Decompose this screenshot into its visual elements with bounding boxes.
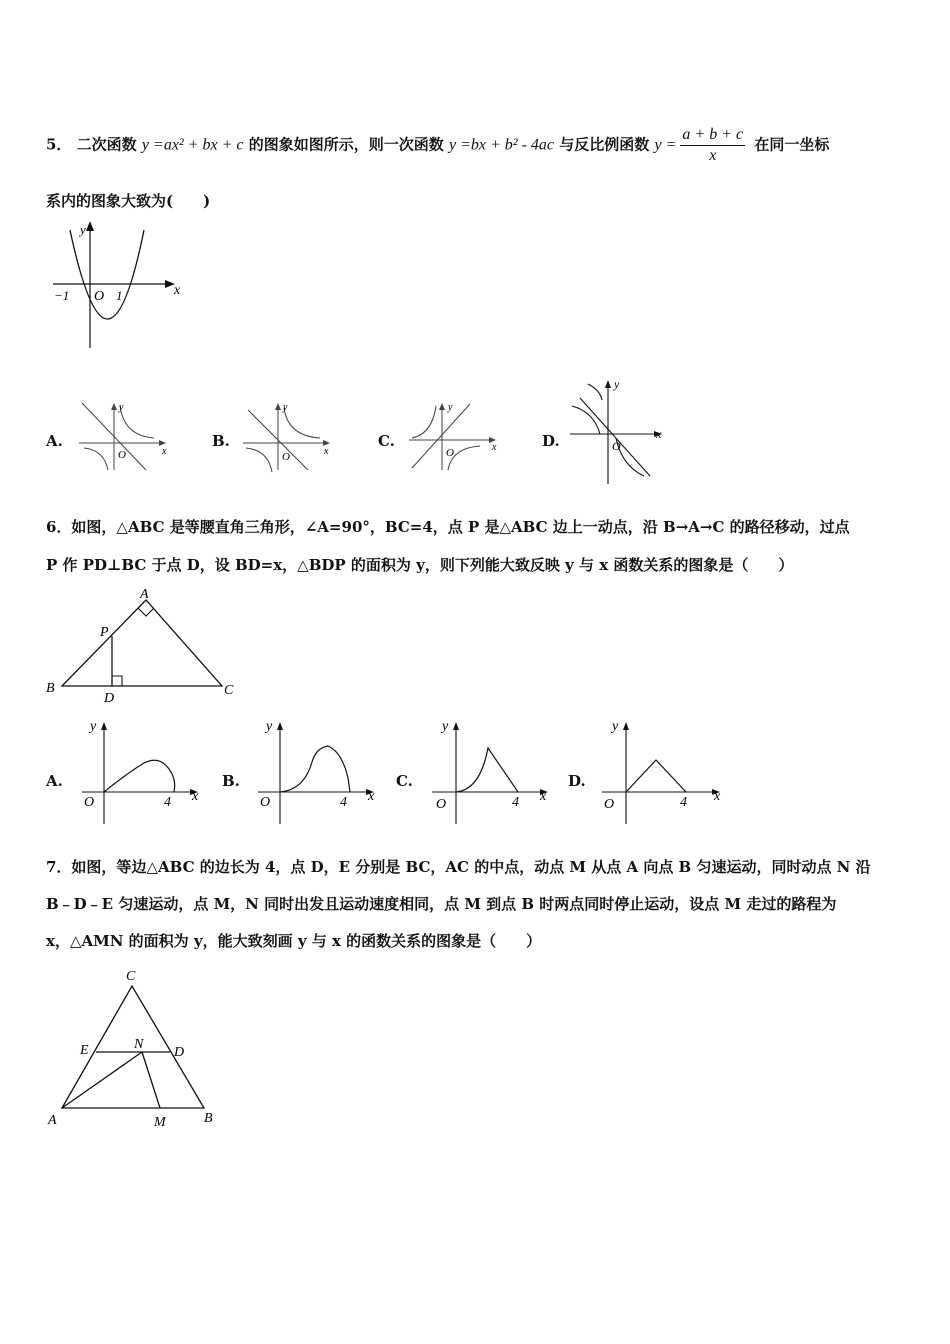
q7-label-m: M <box>154 1115 166 1130</box>
q6-option-c-x-label: x <box>540 789 547 804</box>
q6-option-a-label[interactable]: A. <box>46 772 63 790</box>
q5-option-a-origin: O <box>118 449 126 461</box>
q5-option-b-graph[interactable] <box>238 398 338 473</box>
q7-line-1: 7．如图，等边△ABC 的边长为 4，点 D，E 分别是 BC，AC 的中点，动点 M 从点 A 向点 B 匀速运动，同时动点 N 沿 <box>46 858 871 876</box>
q7-line-2: B﹣D﹣E 匀速运动，点 M，N 同时出发且运动速度相同，点 M 到点 B 时两点同时停止运动，设点 M 走过的路程为 <box>46 895 837 913</box>
q5-option-c-x-label: x <box>492 442 497 453</box>
q7-label-b: B <box>204 1111 213 1126</box>
q6-triangle-abc <box>62 600 222 686</box>
q5-option-a-y-label: y <box>119 402 124 413</box>
q5-option-c-label[interactable]: C. <box>378 432 395 450</box>
q6-right-angle-a <box>138 608 154 616</box>
q6-label-a: A <box>140 587 149 602</box>
q6-label-b: B <box>46 681 55 696</box>
q7-label-e: E <box>80 1043 89 1058</box>
q5-option-b-origin: O <box>282 451 290 463</box>
q6-option-c-label[interactable]: C. <box>396 772 413 790</box>
q5-parabola-graph <box>48 218 193 353</box>
q5-text-3: 与反比例函数 <box>559 135 650 154</box>
q6-option-b-x-label: x <box>368 789 375 804</box>
q5-option-a-x-label: x <box>162 446 167 457</box>
q5-fraction-denominator: x <box>709 147 717 164</box>
q6-option-a-four: 4 <box>164 795 171 810</box>
q5-line-2: 系内的图象大致为( ) <box>46 192 211 210</box>
q5-option-d-origin: O <box>612 439 621 453</box>
q5-option-c-graph[interactable] <box>404 398 504 473</box>
q6-label-c: C <box>224 683 234 698</box>
q5-option-d-graph[interactable] <box>566 376 674 486</box>
q5-reciprocal-lhs: y = <box>654 136 677 154</box>
q6-option-d-origin: O <box>604 797 615 812</box>
q5-option-a-graph[interactable] <box>74 398 174 473</box>
q6-triangle-figure <box>40 586 250 706</box>
q6-option-b-label[interactable]: B. <box>222 772 240 790</box>
q5-reciprocal-fraction <box>680 126 745 165</box>
q7-label-a: A <box>48 1113 57 1128</box>
q7-segment-nm <box>142 1052 160 1108</box>
q5-quadratic-formula: y =ax² + bx + c <box>141 136 244 154</box>
q7-label-d: D <box>174 1045 185 1060</box>
q5-graph-y-label: y <box>80 222 86 237</box>
q6-option-b-graph[interactable] <box>250 716 390 828</box>
q5-linear-formula: y =bx + b² - 4ac <box>449 136 555 154</box>
q6-option-a-origin: O <box>84 795 95 810</box>
q5-option-d-y-label: y <box>614 377 620 391</box>
q6-line-2: P 作 PD⊥BC 于点 D，设 BD=x，△BDP 的面积为 y，则下列能大致反映 y 与 x 函数关系的图象是（ ） <box>46 556 794 574</box>
q7-equilateral-figure <box>42 962 232 1134</box>
q6-option-c-origin: O <box>436 797 447 812</box>
q5-option-d-label[interactable]: D. <box>542 432 560 450</box>
q6-option-d-x-label: x <box>714 789 721 804</box>
q6-option-d-graph[interactable] <box>596 716 736 828</box>
q6-label-d: D <box>104 691 115 706</box>
q6-option-d-four: 4 <box>680 795 687 810</box>
q5-graph-y-arrow <box>86 221 94 231</box>
q7-label-c: C <box>126 969 136 984</box>
q5-option-d-x-label: x <box>656 427 662 441</box>
q5-text-2: 的图象如图所示，则一次函数 <box>248 135 444 154</box>
q5-option-b-y-label: y <box>283 402 288 413</box>
q6-option-a-x-label: x <box>192 789 199 804</box>
q6-option-a-y-label: y <box>90 719 97 734</box>
q6-option-d-label[interactable]: D. <box>568 772 586 790</box>
q5-graph-x-label: x <box>174 283 181 298</box>
q6-option-b-y-label: y <box>266 719 273 734</box>
q5-parabola-curve <box>70 230 144 319</box>
q5-text-4: 在同一坐标 <box>754 135 830 154</box>
q5-graph-origin-label: O <box>94 289 105 304</box>
q5-option-a-label[interactable]: A. <box>46 432 63 450</box>
q6-option-c-graph[interactable] <box>424 716 564 828</box>
q5-graph-one-label: 1 <box>116 288 123 303</box>
q5-option-c-y-label: y <box>448 402 453 413</box>
q5-fraction-numerator: a + b + c <box>680 126 745 146</box>
q6-label-p: P <box>100 625 109 640</box>
q5-number: 5． <box>46 135 72 154</box>
q7-label-n: N <box>134 1037 144 1052</box>
q6-option-c-y-label: y <box>442 719 449 734</box>
q7-segment-an <box>62 1052 142 1108</box>
q5-graph-neg1-label: −1 <box>54 288 70 303</box>
q6-option-c-four: 4 <box>512 795 519 810</box>
q5-line-1 <box>46 126 829 165</box>
q7-line-3: x，△AMN 的面积为 y，能大致刻画 y 与 x 的函数关系的图象是（ ） <box>46 932 542 950</box>
q6-option-a-graph[interactable] <box>74 716 214 828</box>
q6-option-b-origin: O <box>260 795 271 810</box>
q6-line-1: 6．如图，△ABC 是等腰直角三角形，∠A=90°，BC=4，点 P 是△ABC 边上一动点，沿 B→A→C 的路径移动，过点 <box>46 518 850 536</box>
q5-text-1: 二次函数 <box>76 135 137 154</box>
q5-option-c-origin: O <box>446 447 454 459</box>
q6-option-d-y-label: y <box>612 719 619 734</box>
q5-option-b-label[interactable]: B. <box>212 432 230 450</box>
q5-option-b-x-label: x <box>324 446 329 457</box>
q6-right-angle-d <box>112 676 122 686</box>
q6-option-b-four: 4 <box>340 795 347 810</box>
